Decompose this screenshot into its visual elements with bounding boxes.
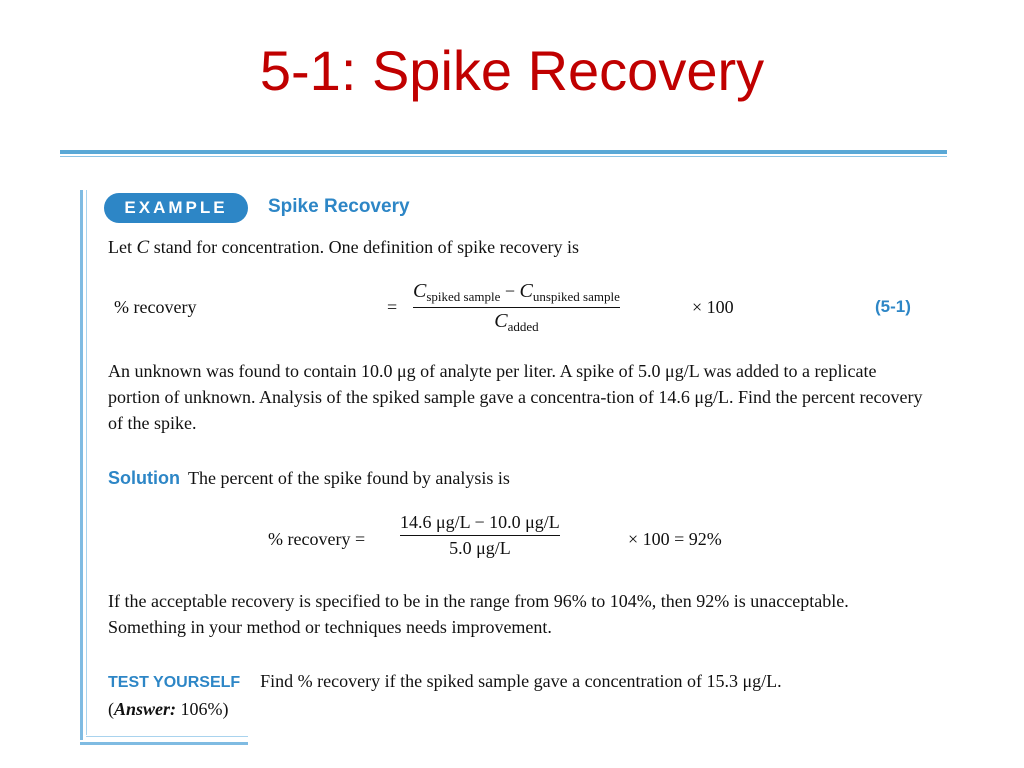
- equation-denominator: [494, 310, 538, 335]
- intro-variable: C: [136, 237, 150, 258]
- solution-text: The percent of the spike found by analysis is: [187, 468, 510, 488]
- title-divider: [60, 150, 947, 154]
- intro-before: Let: [108, 237, 137, 257]
- intro-after: stand for concentration. One definition of spike recovery is: [149, 237, 580, 257]
- example-badge: EXAMPLE: [104, 193, 248, 223]
- calc-numerator: 14.6 μg/L − 10.0 μg/L: [400, 512, 560, 532]
- title-divider-thin: [60, 156, 947, 157]
- solution-line: [108, 465, 923, 491]
- example-frame-bottom: [80, 742, 248, 745]
- calc-rhs: × 100 = 92%: [628, 529, 722, 549]
- fraction-bar: [413, 307, 620, 308]
- example-frame-left: [80, 190, 83, 740]
- answer-value: 106%): [176, 699, 229, 719]
- equation-equals: =: [387, 297, 398, 317]
- test-yourself: [108, 668, 923, 722]
- example-frame-bottom-inner: [86, 736, 248, 737]
- example-title: Spike Recovery: [268, 196, 410, 217]
- c-symbol: C: [494, 310, 508, 332]
- equation-times: × 100: [692, 297, 734, 317]
- answer-open: (: [108, 699, 114, 719]
- problem-text: An unknown was found to contain 10.0 μg of analyte per liter. A spike of 5.0 μg/L was added to a replicate portion of unknown. Analysis of the spiked sample gave a concentra-tion of 14.6 μg/L. Find the percent recovery of the spike.: [108, 361, 923, 433]
- c-symbol: C: [413, 280, 427, 302]
- c-symbol: C: [519, 280, 533, 302]
- intro-text: [108, 234, 923, 261]
- conclusion-text: If the acceptable recovery is specified to be in the range from 96% to 104%, then 92% is unacceptable. Something in your method or techniques needs improvement.: [108, 591, 849, 637]
- example-frame-left-inner: [86, 190, 87, 735]
- fraction-bar: [400, 535, 560, 536]
- subscript-added: added: [507, 319, 539, 334]
- equation-number: (5-1): [875, 297, 911, 316]
- equation-numerator: [413, 280, 620, 305]
- slide-title: 5-1: Spike Recovery: [259, 39, 765, 102]
- equation-fraction: [413, 280, 620, 335]
- answer-label: Answer:: [114, 699, 177, 719]
- equation-lhs: % recovery: [114, 297, 197, 317]
- test-yourself-text: Find % recovery if the spiked sample gave a concentration of 15.3 μg/L.: [260, 671, 782, 691]
- calc-fraction: [400, 512, 560, 559]
- test-yourself-label: TEST YOURSELF: [108, 674, 241, 691]
- calc-lhs: % recovery =: [268, 529, 366, 549]
- subscript-spiked: spiked sample: [426, 289, 501, 304]
- minus-sign: −: [500, 281, 520, 301]
- subscript-unspiked: unspiked sample: [532, 289, 620, 304]
- calc-denominator: 5.0 μg/L: [449, 538, 511, 558]
- solution-label: Solution: [108, 468, 180, 488]
